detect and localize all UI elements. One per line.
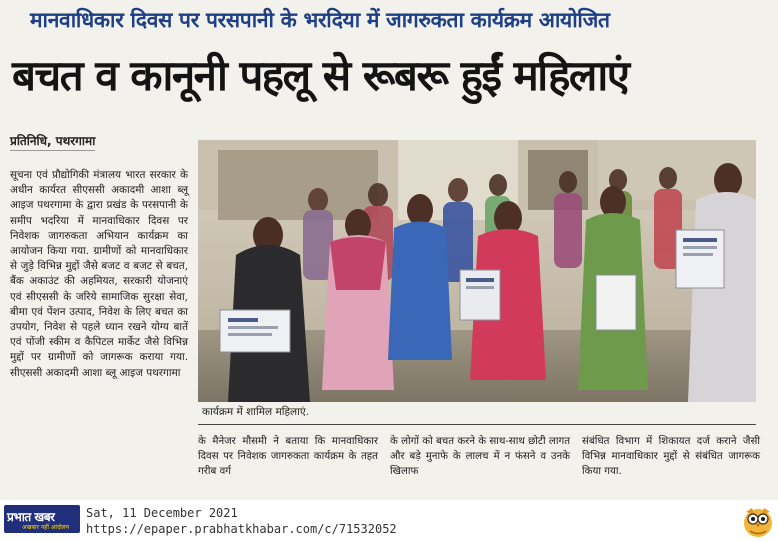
article-column-4 — [582, 434, 760, 480]
article-paragraph-3: के लोगों को बचत करने के साथ-साथ छोटी लागत और बड़े मुनाफे के लालच में न फंसने व उनके खिलाफ — [390, 436, 570, 478]
kicker-headline: मानवाधिकार दिवस पर परसपानी के भरदिया में जागरुकता कार्यक्रम आयोजित — [30, 8, 610, 32]
logo-tagline: अखबार नहीं आंदोलन — [22, 524, 70, 531]
epaper-link[interactable]: https://epaper.prabhatkhabar.com/c/71532052 — [86, 522, 397, 536]
logo-text: प्रभात खबर — [7, 510, 55, 524]
photo-caption: कार्यक्रम में शामिल महिलाएं. — [202, 406, 310, 418]
article-column-2 — [198, 434, 378, 480]
byline: प्रतिनिधि, पथरगामा — [10, 133, 95, 151]
article-paragraph-1: सूचना एवं प्रौद्योगिकी मंत्रालय भारत सरकार के अधीन कार्यरत सीएससी अकादमी आशा ब्लू आइज पथरगामा के द्वारा प्रखंड के परसपानी के समीप भदरिया में मानवाधिकार दिवस पर निवेशक जागरुकता अभियान कार्यक्रम का आयोजन किया गया. ग्रामीणों को मानवाधिकार से जुड़े विभिन्न मुद्दों जैसे बजट व बजट से बचत, बैंक अकाउंट की अहमियत, सरकारी योजनाएं एवं सीएससी के जरिये सामाजिक सुरक्षा सेवा, बीमा एवं पेंशन उत्पाद, निवेश के लिए बचत का उपयोग, निवेश से पहले ध्यान रखने योग्य बातें एवं पोंजी स्कीम व कैपिटल मार्केट जैसे विभिन्न मुद्दों पर ग्रामीणों को जागरूक कराया गया. सीएससी अकादमी आशा ब्लू आइज पथरगामा — [10, 169, 188, 379]
photo-illustration — [198, 140, 756, 402]
column-divider — [198, 424, 756, 425]
article-column-1 — [10, 168, 188, 381]
article-paragraph-2: के मैनेजर मौसमी ने बताया कि मानवाधिकार दिवस पर निवेशक जागरुकता कार्यक्रम के तहत गरीब वर्ग — [198, 436, 378, 478]
article-column-3 — [390, 434, 570, 480]
article-paragraph-4: संबंधित विभाग में शिकायत दर्ज कराने जैसी विभिन्न मानवाधिकार मुद्दों से संबंधित जागरूक किया गया. — [582, 436, 760, 478]
owl-icon — [742, 504, 774, 538]
main-headline: बचत व कानूनी पहलू से रूबरू हुईं महिलाएं — [12, 51, 629, 100]
prabhat-khabar-logo — [4, 505, 80, 533]
article-photo — [198, 140, 756, 402]
publication-date: Sat, 11 December 2021 — [86, 506, 238, 520]
